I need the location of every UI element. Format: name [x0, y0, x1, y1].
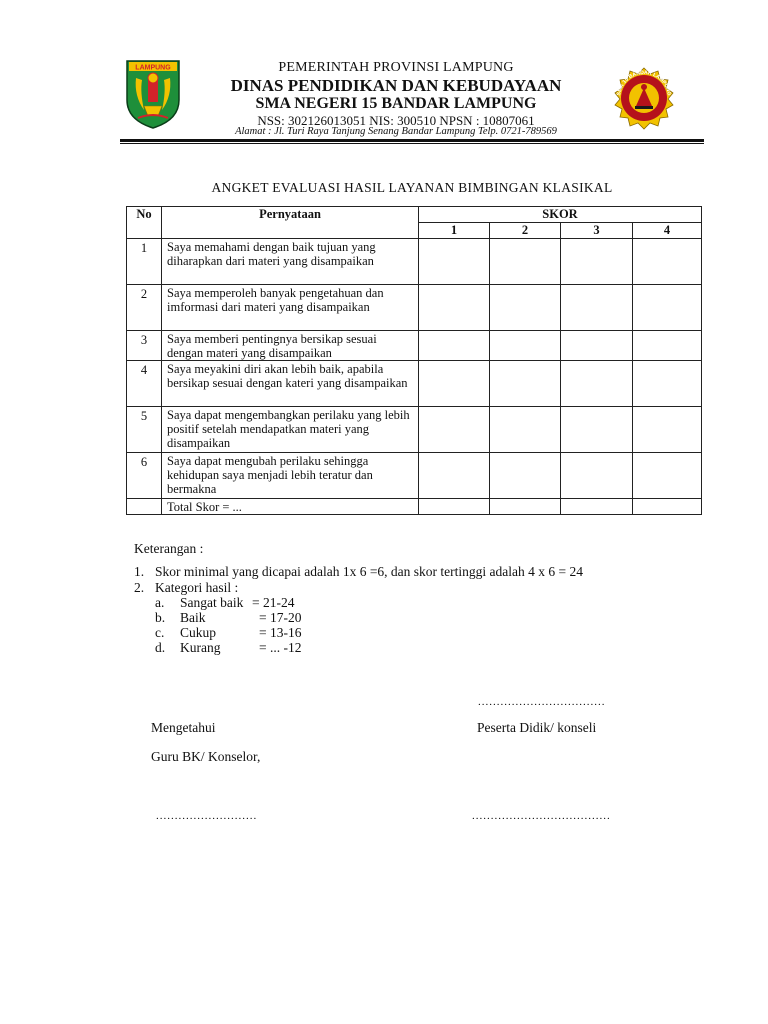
- table-row: [127, 361, 702, 407]
- note-category-heading: Kategori hasil :: [155, 580, 239, 595]
- row-number: 6: [127, 453, 162, 499]
- category-name: Cukup: [180, 625, 217, 640]
- row-number: 4: [127, 361, 162, 407]
- header-score-1: 1: [419, 223, 490, 239]
- score-cell[interactable]: [419, 331, 490, 361]
- category-name: Baik: [180, 610, 206, 625]
- school-badge-logo: [610, 66, 678, 130]
- category-letter: a.: [155, 595, 165, 610]
- score-cell[interactable]: [419, 239, 490, 285]
- row-statement: Saya dapat mengubah perilaku sehingga kehidupan saya menjadi lebih teratur dan bermakna: [162, 453, 419, 499]
- table-row: [127, 239, 702, 285]
- score-cell[interactable]: [490, 407, 561, 453]
- acknowledged-label: Mengetahui: [151, 720, 216, 735]
- school-identifiers: NSS: 302126013051 NIS: 300510 NPSN : 10807061: [257, 113, 535, 128]
- category-range: = 21-24: [252, 595, 295, 610]
- category-letter: c.: [155, 625, 165, 640]
- header-score-2: 2: [490, 223, 561, 239]
- table-row: [127, 285, 702, 331]
- header-score-4: 4: [633, 223, 702, 239]
- counselor-role: Guru BK/ Konselor,: [151, 749, 261, 764]
- student-label: Peserta Didik/ konseli: [477, 720, 597, 735]
- letterhead-rule-thick: [120, 139, 704, 142]
- row-statement: Saya meyakini diri akan lebih baik, apabila bersikap sesuai dengan kateri yang disampaikan: [162, 361, 419, 407]
- score-cell[interactable]: [490, 239, 561, 285]
- score-cell[interactable]: [633, 453, 702, 499]
- row-statement: Saya memberi pentingnya bersikap sesuai dengan materi yang disampaikan: [162, 331, 419, 361]
- category-name: Kurang: [180, 640, 221, 655]
- logo-right-text: SMA 15 BANDAR LAMPUNG: [616, 69, 672, 97]
- category-name: Sangat baik: [180, 595, 244, 610]
- note-number: 1.: [134, 564, 145, 579]
- row-number: 1: [127, 239, 162, 285]
- row-number: 2: [127, 285, 162, 331]
- score-cell[interactable]: [419, 285, 490, 331]
- category-letter: b.: [155, 610, 166, 625]
- score-cell[interactable]: [561, 239, 633, 285]
- header-no: No: [127, 207, 162, 239]
- score-cell[interactable]: [419, 499, 490, 515]
- total-blank: [127, 499, 162, 515]
- school-name: SMA NEGERI 15 BANDAR LAMPUNG: [255, 95, 537, 112]
- score-cell[interactable]: [633, 407, 702, 453]
- notes-heading: Keterangan :: [134, 541, 204, 556]
- score-cell[interactable]: [490, 361, 561, 407]
- score-cell[interactable]: [633, 239, 702, 285]
- score-cell[interactable]: [561, 285, 633, 331]
- student-signature-dots: .....................................: [472, 810, 611, 822]
- score-cell[interactable]: [561, 453, 633, 499]
- header-score: SKOR: [419, 207, 702, 223]
- row-statement: Saya dapat mengembangkan perilaku yang lebih positif setelah mendapatkan materi yang disampaikan: [162, 407, 419, 453]
- government-name: PEMERINTAH PROVINSI LAMPUNG: [278, 60, 514, 75]
- table-row: [127, 331, 702, 361]
- date-place-dots: ..................................: [478, 696, 606, 708]
- category-letter: d.: [155, 640, 166, 655]
- total-score-label: Total Skor = ...: [162, 499, 419, 515]
- header-statement: Pernyataan: [162, 207, 419, 239]
- score-cell[interactable]: [490, 453, 561, 499]
- table-row: [127, 407, 702, 453]
- row-number: 5: [127, 407, 162, 453]
- row-statement: Saya memahami dengan baik tujuan yang diharapkan dari materi yang disampaikan: [162, 239, 419, 285]
- score-cell[interactable]: [561, 407, 633, 453]
- category-range: = ... -12: [259, 640, 302, 655]
- score-cell[interactable]: [633, 331, 702, 361]
- score-cell[interactable]: [633, 361, 702, 407]
- score-cell[interactable]: [419, 453, 490, 499]
- logo-left-text: LAMPUNG: [135, 64, 171, 72]
- counselor-signature-dots: ...........................: [156, 810, 258, 822]
- score-cell[interactable]: [561, 499, 633, 515]
- category-range: = 17-20: [259, 610, 302, 625]
- score-cell[interactable]: [490, 331, 561, 361]
- school-address: Alamat : Jl. Turi Raya Tanjung Senang Bandar Lampung Telp. 0721-789569: [235, 126, 557, 137]
- department-name: DINAS PENDIDIKAN DAN KEBUDAYAAN: [230, 76, 562, 95]
- header-score-3: 3: [561, 223, 633, 239]
- note-min-max-score: Skor minimal yang dicapai adalah 1x 6 =6, dan skor tertinggi adalah 4 x 6 = 24: [155, 564, 584, 579]
- row-number: 3: [127, 331, 162, 361]
- category-range: = 13-16: [259, 625, 302, 640]
- note-number: 2.: [134, 580, 145, 595]
- score-cell[interactable]: [561, 361, 633, 407]
- evaluation-table: [126, 206, 702, 515]
- document-title: ANGKET EVALUASI HASIL LAYANAN BIMBINGAN KLASIKAL: [211, 180, 613, 195]
- score-cell[interactable]: [633, 285, 702, 331]
- lampung-emblem-logo: [124, 58, 182, 130]
- score-cell[interactable]: [490, 285, 561, 331]
- row-statement: Saya memperoleh banyak pengetahuan dan imformasi dari materi yang disampaikan: [162, 285, 419, 331]
- score-cell[interactable]: [490, 499, 561, 515]
- total-row: [127, 499, 702, 515]
- letterhead-rule-thin: [120, 143, 704, 144]
- score-cell[interactable]: [633, 499, 702, 515]
- score-cell[interactable]: [561, 331, 633, 361]
- score-cell[interactable]: [419, 407, 490, 453]
- table-row: [127, 453, 702, 499]
- score-cell[interactable]: [419, 361, 490, 407]
